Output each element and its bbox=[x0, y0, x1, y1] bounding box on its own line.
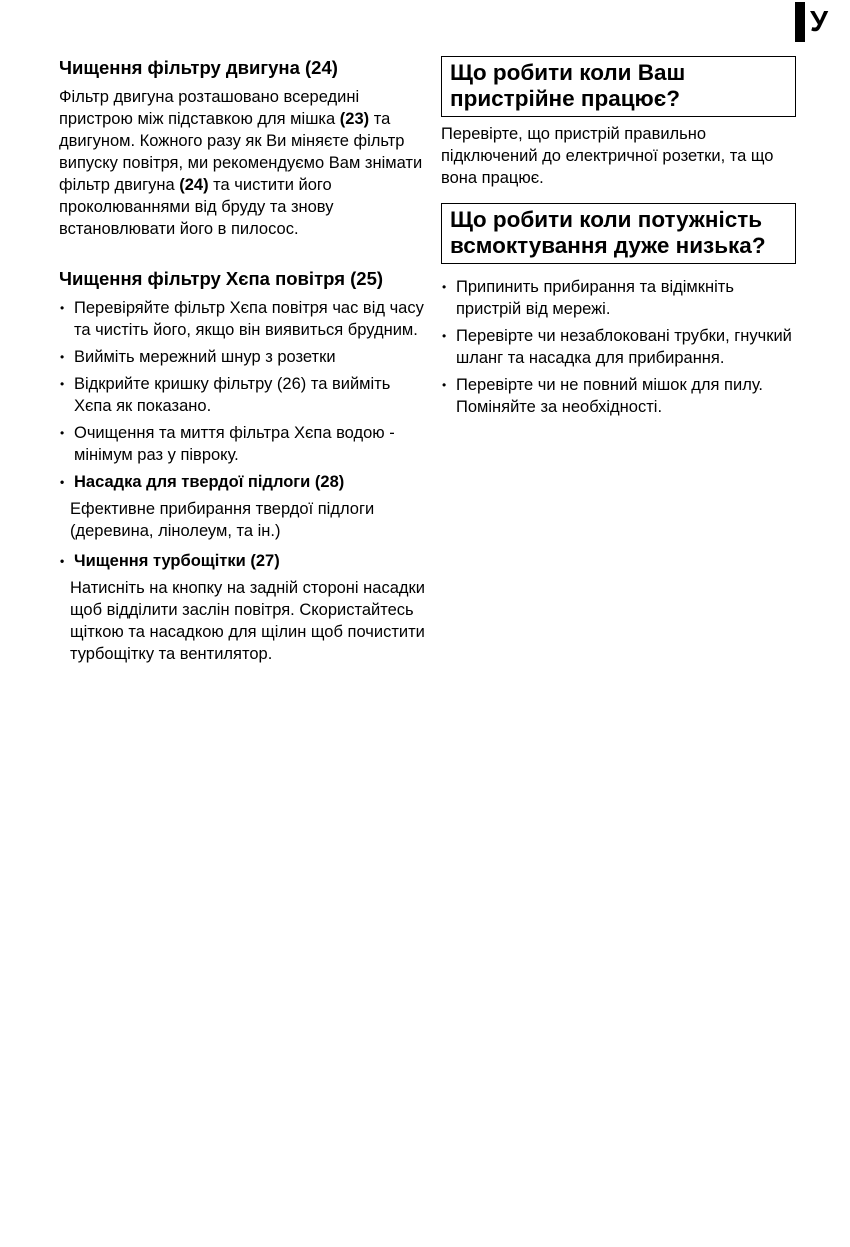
motor-filter-text-1: Фільтр двигуна розташовано всередині пристрою між підставкою для мішка bbox=[59, 88, 360, 128]
left-column bbox=[59, 56, 431, 673]
hard-floor-title: • Насадка для твердої підлоги (28) bbox=[59, 471, 431, 493]
low-suction-bullet-list bbox=[441, 276, 796, 418]
list-item: • Перевірте чи не повний мішок для пилу. Поміняйте за необхідності. bbox=[441, 374, 796, 418]
turbo-brush-text: Натисніть на кнопку на задній стороні насадки щоб відділити заслін повітря. Скористайтесь щіткою та насадкою для щілин щоб почистити турбощітку та вентилятор. bbox=[70, 579, 425, 663]
motor-filter-ref-23: (23) bbox=[339, 110, 370, 128]
language-tab bbox=[795, 2, 828, 42]
right-column bbox=[441, 56, 796, 423]
hepa-bullet-list bbox=[59, 297, 431, 493]
motor-filter-text-2: та двигуном. Кожного разу як Ви міняєте фільтр випуску повітря, ми рекомендуємо Вам знімати фільтр двигуна bbox=[59, 110, 423, 194]
list-item: • Припинить прибирання та відімкніть пристрій від мережі. bbox=[441, 276, 796, 320]
hepa-filter-title: Чищення фільтру Хєпа повітря (25) bbox=[59, 268, 384, 289]
motor-filter-text bbox=[59, 86, 431, 240]
language-tab-bar bbox=[795, 2, 805, 42]
list-item: • Перевіряйте фільтр Хєпа повітря час від часу та чистіть його, якщо він виявиться брудним. bbox=[59, 297, 431, 341]
list-item: • Вийміть мережний шнур з розетки bbox=[59, 346, 431, 368]
motor-filter-title: Чищення фільтру двигуна (24) bbox=[59, 57, 338, 78]
turbo-bullet-list bbox=[59, 550, 431, 572]
list-item: • Очищення та миття фільтра Хєпа водою - мінімум раз у півроку. bbox=[59, 422, 431, 466]
not-working-heading: Що робити коли Ваш пристрійне працює? bbox=[441, 56, 796, 117]
list-item: • Перевірте чи незаблоковані трубки, гнучкий шланг та насадка для прибирання. bbox=[441, 325, 796, 369]
list-item: • Відкрийте кришку фільтру (26) та вийміть Хєпа як показано. bbox=[59, 373, 431, 417]
motor-filter-text-3: та чистити його проколюваннями від бруду та знову встановлювати його в пилосос. bbox=[59, 176, 334, 238]
low-suction-heading: Що робити коли потужність всмоктування дуже низька? bbox=[441, 203, 796, 264]
motor-filter-ref-24: (24) bbox=[179, 176, 209, 194]
language-letter: У bbox=[809, 6, 828, 38]
turbo-brush-title: • Чищення турбощітки (27) bbox=[59, 550, 431, 572]
not-working-text: Перевірте, що пристрій правильно підключений до електричної розетки, та що вона працює. bbox=[441, 125, 774, 187]
hard-floor-text: Ефективне прибирання твердої підлоги (деревина, лінолеум, та ін.) bbox=[70, 500, 375, 540]
